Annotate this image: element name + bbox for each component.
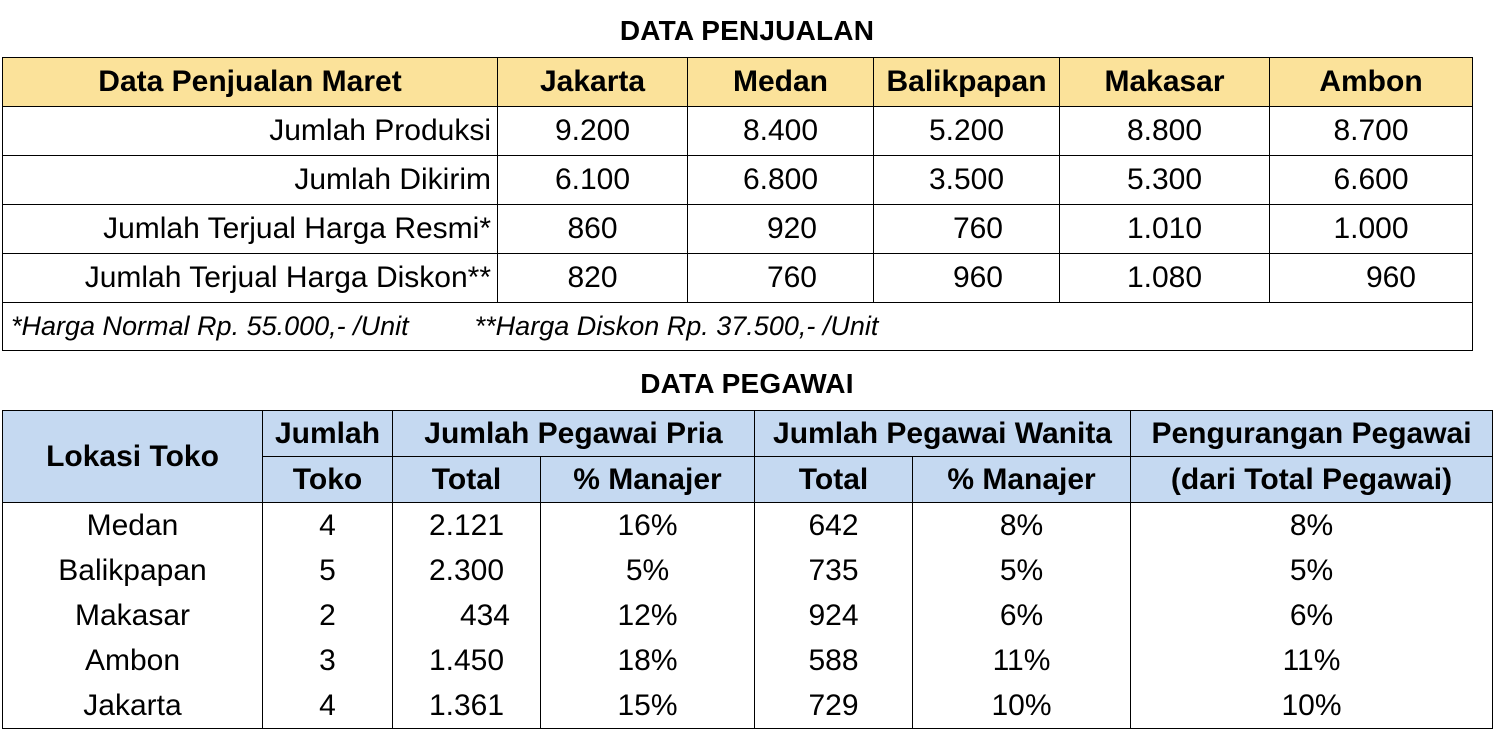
table-cell: 18% — [541, 638, 755, 683]
table-cell: 960 — [874, 254, 1060, 303]
table-row — [3, 593, 1493, 638]
table-cell: 2 — [263, 593, 393, 638]
table-row — [3, 156, 1473, 205]
employee-table — [2, 410, 1493, 729]
sales-header-cell: Ambon — [1270, 58, 1473, 107]
table-cell: 6% — [913, 593, 1131, 638]
table-cell: 1.361 — [393, 683, 541, 729]
employee-header-row — [3, 411, 1493, 457]
table-cell: 2.300 — [393, 548, 541, 593]
sales-header-cell: Jakarta — [498, 58, 688, 107]
table-cell: 5% — [1131, 548, 1493, 593]
table-cell: 5 — [263, 548, 393, 593]
table-cell: 729 — [755, 683, 913, 729]
table-cell: 5% — [541, 548, 755, 593]
sales-header-cell: Medan — [688, 58, 874, 107]
table-cell: 8.700 — [1270, 107, 1473, 156]
table-cell: 1.080 — [1060, 254, 1270, 303]
table-cell: 760 — [874, 205, 1060, 254]
table-cell: 1.010 — [1060, 205, 1270, 254]
sales-header-cell: Makasar — [1060, 58, 1270, 107]
sales-header-row — [3, 58, 1473, 107]
table-cell: 5.300 — [1060, 156, 1270, 205]
price-note — [3, 303, 1473, 351]
table-cell: 1.000 — [1270, 205, 1473, 254]
table-cell: 8.400 — [688, 107, 874, 156]
table-cell: 5.200 — [874, 107, 1060, 156]
male-total-header: Total — [393, 457, 541, 503]
male-employees-header: Jumlah Pegawai Pria — [393, 411, 755, 457]
row-label: Jumlah Terjual Harga Resmi* — [3, 205, 498, 254]
employee-title: DATA PEGAWAI — [640, 368, 854, 399]
table-cell: 3.500 — [874, 156, 1060, 205]
table-cell: 9.200 — [498, 107, 688, 156]
table-row — [3, 683, 1493, 729]
table-cell: 735 — [755, 548, 913, 593]
location-header: Lokasi Toko — [3, 411, 263, 503]
row-label: Jumlah Dikirim — [3, 156, 498, 205]
table-cell: Jakarta — [3, 683, 263, 729]
table-cell: 5% — [913, 548, 1131, 593]
table-cell: 10% — [1131, 683, 1493, 729]
sales-header-cell: Balikpapan — [874, 58, 1060, 107]
store-count-header: Toko — [263, 457, 393, 503]
table-cell: Medan — [3, 503, 263, 549]
sales-title: DATA PENJUALAN — [619, 15, 875, 46]
table-cell: 960 — [1270, 254, 1473, 303]
table-cell: 10% — [913, 683, 1131, 729]
female-manager-header: % Manajer — [913, 457, 1131, 503]
row-label: Jumlah Produksi — [3, 107, 498, 156]
table-cell: 8% — [1131, 503, 1493, 549]
table-cell: 6.800 — [688, 156, 874, 205]
table-cell: 12% — [541, 593, 755, 638]
table-cell: 920 — [688, 205, 874, 254]
table-cell: 2.121 — [393, 503, 541, 549]
note-normal-price: *Harga Normal Rp. 55.000,- /Unit — [11, 311, 409, 341]
table-cell: 15% — [541, 683, 755, 729]
table-row — [3, 107, 1473, 156]
table-cell: 820 — [498, 254, 688, 303]
table-cell: 11% — [1131, 638, 1493, 683]
reduction-header: (dari Total Pegawai) — [1131, 457, 1493, 503]
sales-table — [2, 57, 1473, 351]
female-employees-header: Jumlah Pegawai Wanita — [755, 411, 1131, 457]
table-cell: Makasar — [3, 593, 263, 638]
table-row — [3, 205, 1473, 254]
table-cell: 16% — [541, 503, 755, 549]
male-manager-header: % Manajer — [541, 457, 755, 503]
reduction-header: Pengurangan Pegawai — [1131, 411, 1493, 457]
table-row — [3, 548, 1493, 593]
sales-header-cell: Data Penjualan Maret — [3, 58, 498, 107]
table-cell: 6.100 — [498, 156, 688, 205]
table-cell: 4 — [263, 683, 393, 729]
table-cell: 4 — [263, 503, 393, 549]
store-count-header: Jumlah — [263, 411, 393, 457]
table-row — [3, 503, 1493, 549]
table-cell: 8.800 — [1060, 107, 1270, 156]
table-cell: 924 — [755, 593, 913, 638]
table-cell: Balikpapan — [3, 548, 263, 593]
table-cell: 434 — [393, 593, 541, 638]
row-label: Jumlah Terjual Harga Diskon** — [3, 254, 498, 303]
table-cell: 1.450 — [393, 638, 541, 683]
female-total-header: Total — [755, 457, 913, 503]
table-cell: 760 — [688, 254, 874, 303]
table-cell: 11% — [913, 638, 1131, 683]
table-cell: 642 — [755, 503, 913, 549]
table-cell: 6% — [1131, 593, 1493, 638]
table-cell: 860 — [498, 205, 688, 254]
price-note-row — [3, 303, 1473, 351]
note-discount-price: **Harga Diskon Rp. 37.500,- /Unit — [474, 311, 879, 341]
table-cell: 6.600 — [1270, 156, 1473, 205]
table-cell: Ambon — [3, 638, 263, 683]
table-cell: 588 — [755, 638, 913, 683]
table-cell: 3 — [263, 638, 393, 683]
table-row — [3, 638, 1493, 683]
table-cell: 8% — [913, 503, 1131, 549]
table-row — [3, 254, 1473, 303]
